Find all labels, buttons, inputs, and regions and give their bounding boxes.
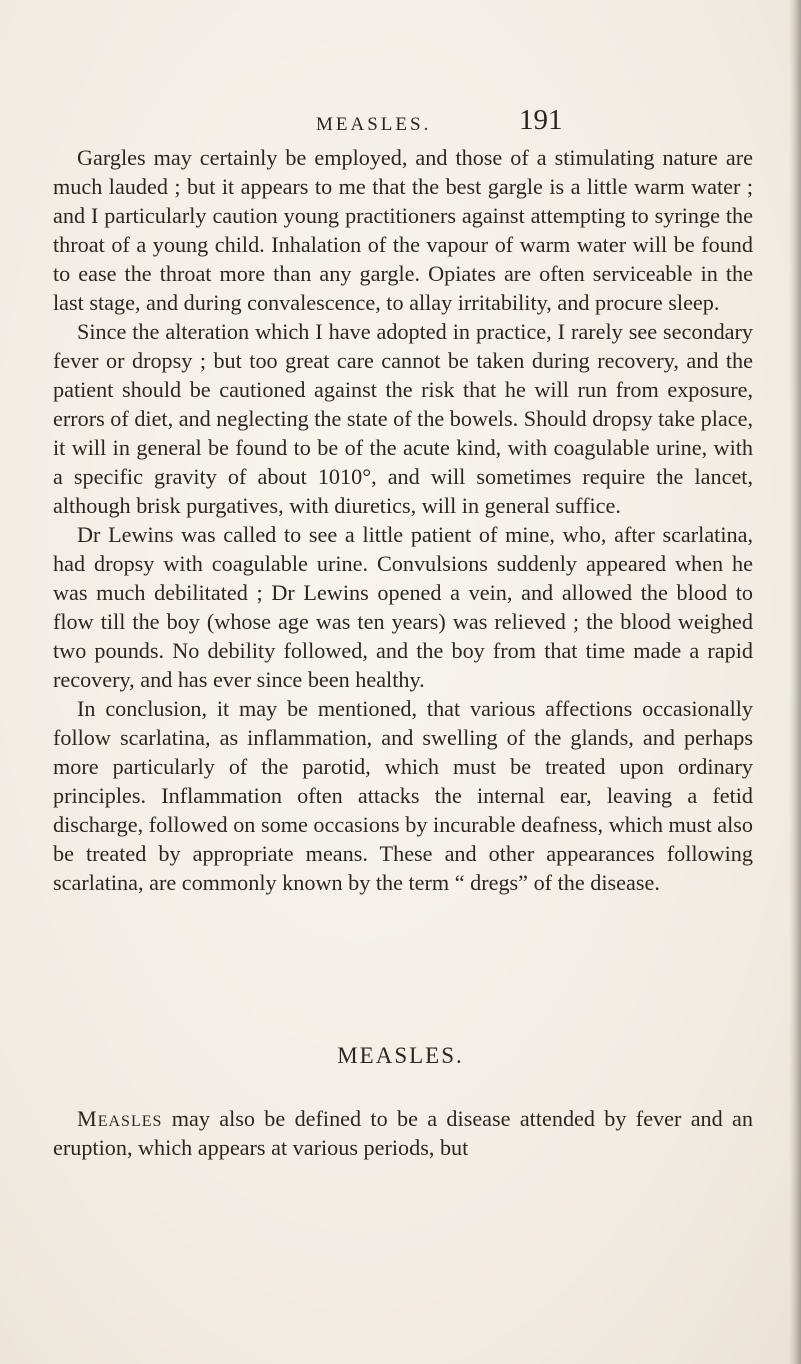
page-header <box>0 104 801 144</box>
page-edge-shadow <box>789 0 801 1364</box>
section-opening-text: may also be defined to be a disease attended by fever and an eruption, which appears at various periods, but <box>53 1106 753 1160</box>
paragraph-recovery: Since the alteration which I have adopted in practice, I rarely see secondary fever or dropsy ; but too great care cannot be taken during recovery, and the patient should be cautioned against the risk that he will run from exposure, errors of diet, and neglecting the state of the bowels. Should dropsy take place, it will in general be found to be of the acute kind, with coagulable urine, with a specific gravity of about 1010°, and will sometimes require the lancet, although brisk purgatives, with diuretics, will in general suffice. <box>53 319 753 518</box>
paragraph-gargles: Gargles may certainly be employed, and those of a stimulating nature are much lauded ; but it appears to me that the best gargle is a little warm water ; and I particularly caution young practitioners against attempting to syringe the throat of a young child. Inhalation of the vapour of warm water will be found to ease the throat more than any gargle. Opiates are often serviceable in the last stage, and during convalescence, to allay irritability, and procure sleep. <box>53 145 753 315</box>
body-text <box>53 143 753 897</box>
paragraph-lewins-case: Dr Lewins was called to see a little patient of mine, who, after scarlatina, had dropsy with coagulable urine. Convulsions suddenly appeared when he was much debilitated ; Dr Lewins opened a vein, and allowed the blood to flow till the boy (whose age was ten years) was relieved ; the blood weighed two pounds. No debility followed, and the boy from that time made a rapid recovery, and has ever since been healthy. <box>53 522 753 692</box>
lead-word: Measles <box>77 1106 163 1131</box>
paragraph-conclusion: In conclusion, it may be mentioned, that various affections occasionally follow scarlatina, as inflammation, and swelling of the glands, and perhaps more particularly of the parotid, which must be treated upon ordinary principles. Inflammation often attacks the internal ear, leaving a fetid discharge, followed on some occasions by incurable deafness, which must also be treated by appropriate means. These and other appearances following scarlatina, are commonly known by the term “ dregs” of the disease. <box>53 696 753 895</box>
section-heading: MEASLES. <box>337 1043 464 1068</box>
running-head: MEASLES. <box>316 114 432 135</box>
section-opening-paragraph <box>53 1104 753 1162</box>
page-number: 191 <box>519 104 563 136</box>
